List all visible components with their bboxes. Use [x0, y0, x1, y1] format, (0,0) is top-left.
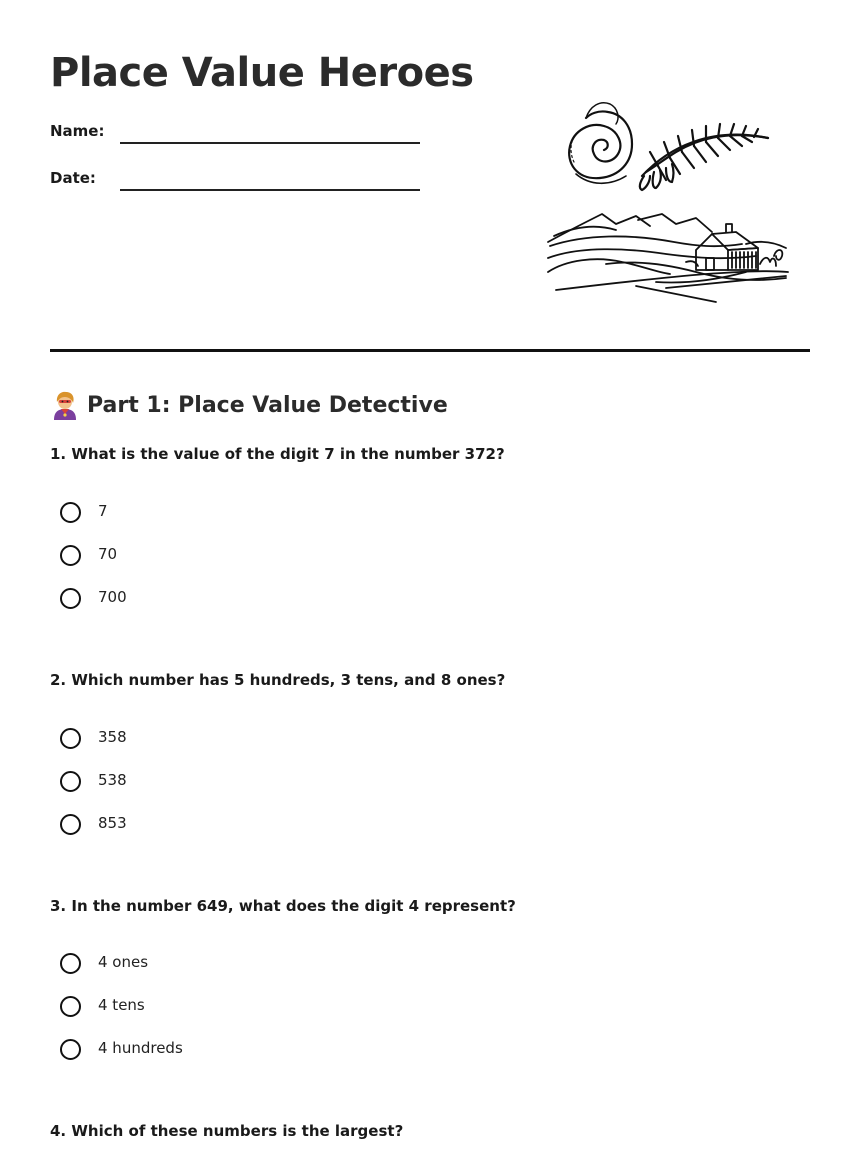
- option-label: 358: [98, 728, 127, 746]
- radio-button[interactable]: [60, 545, 81, 566]
- option-label: 853: [98, 814, 127, 832]
- date-label: Date:: [50, 169, 96, 187]
- name-field[interactable]: [50, 122, 430, 146]
- name-label: Name:: [50, 122, 105, 140]
- question-3: [50, 897, 810, 1057]
- option-label: 70: [98, 545, 118, 563]
- superhero-emoji-icon: [50, 390, 80, 420]
- question-text: 4. Which of these numbers is the largest?: [50, 1122, 404, 1140]
- header-illustrations: [546, 96, 796, 308]
- worksheet-page: [50, 0, 810, 1161]
- answer-option[interactable]: [60, 544, 127, 587]
- option-label: 538: [98, 771, 127, 789]
- answer-option[interactable]: [60, 952, 183, 995]
- date-line[interactable]: [120, 189, 420, 191]
- question-1: [50, 445, 810, 606]
- answer-option[interactable]: [60, 1038, 183, 1081]
- option-label: 4 tens: [98, 996, 145, 1014]
- question-text: 1. What is the value of the digit 7 in the number 372?: [50, 445, 505, 463]
- radio-button[interactable]: [60, 771, 81, 792]
- radio-button[interactable]: [60, 996, 81, 1017]
- part1-heading: [50, 388, 448, 422]
- radio-button[interactable]: [60, 953, 81, 974]
- answer-option[interactable]: [60, 501, 127, 544]
- answer-option[interactable]: [60, 770, 127, 813]
- radio-button[interactable]: [60, 728, 81, 749]
- answer-options: [60, 952, 183, 1081]
- radio-button[interactable]: [60, 588, 81, 609]
- date-field[interactable]: [50, 169, 430, 193]
- worksheet-title: Place Value Heroes: [50, 50, 474, 96]
- option-label: 4 hundreds: [98, 1039, 183, 1057]
- question-4: [50, 1122, 810, 1140]
- koru-fern-icon: [569, 103, 768, 190]
- answer-option[interactable]: [60, 587, 127, 630]
- radio-button[interactable]: [60, 502, 81, 523]
- answer-option[interactable]: [60, 727, 127, 770]
- radio-button[interactable]: [60, 1039, 81, 1060]
- answer-option[interactable]: [60, 813, 127, 856]
- question-2: [50, 671, 810, 832]
- option-label: 4 ones: [98, 953, 149, 971]
- answer-options: [60, 727, 127, 856]
- option-label: 700: [98, 588, 127, 606]
- question-text: 2. Which number has 5 hundreds, 3 tens, and 8 ones?: [50, 671, 506, 689]
- section-divider: [50, 349, 810, 352]
- answer-options: [60, 501, 127, 630]
- option-label: 7: [98, 502, 108, 520]
- name-line[interactable]: [120, 142, 420, 144]
- question-text: 3. In the number 649, what does the digit 4 represent?: [50, 897, 516, 915]
- farm-landscape-icon: [548, 214, 788, 302]
- radio-button[interactable]: [60, 814, 81, 835]
- answer-option[interactable]: [60, 995, 183, 1038]
- part1-title: Part 1: Place Value Detective: [87, 392, 448, 418]
